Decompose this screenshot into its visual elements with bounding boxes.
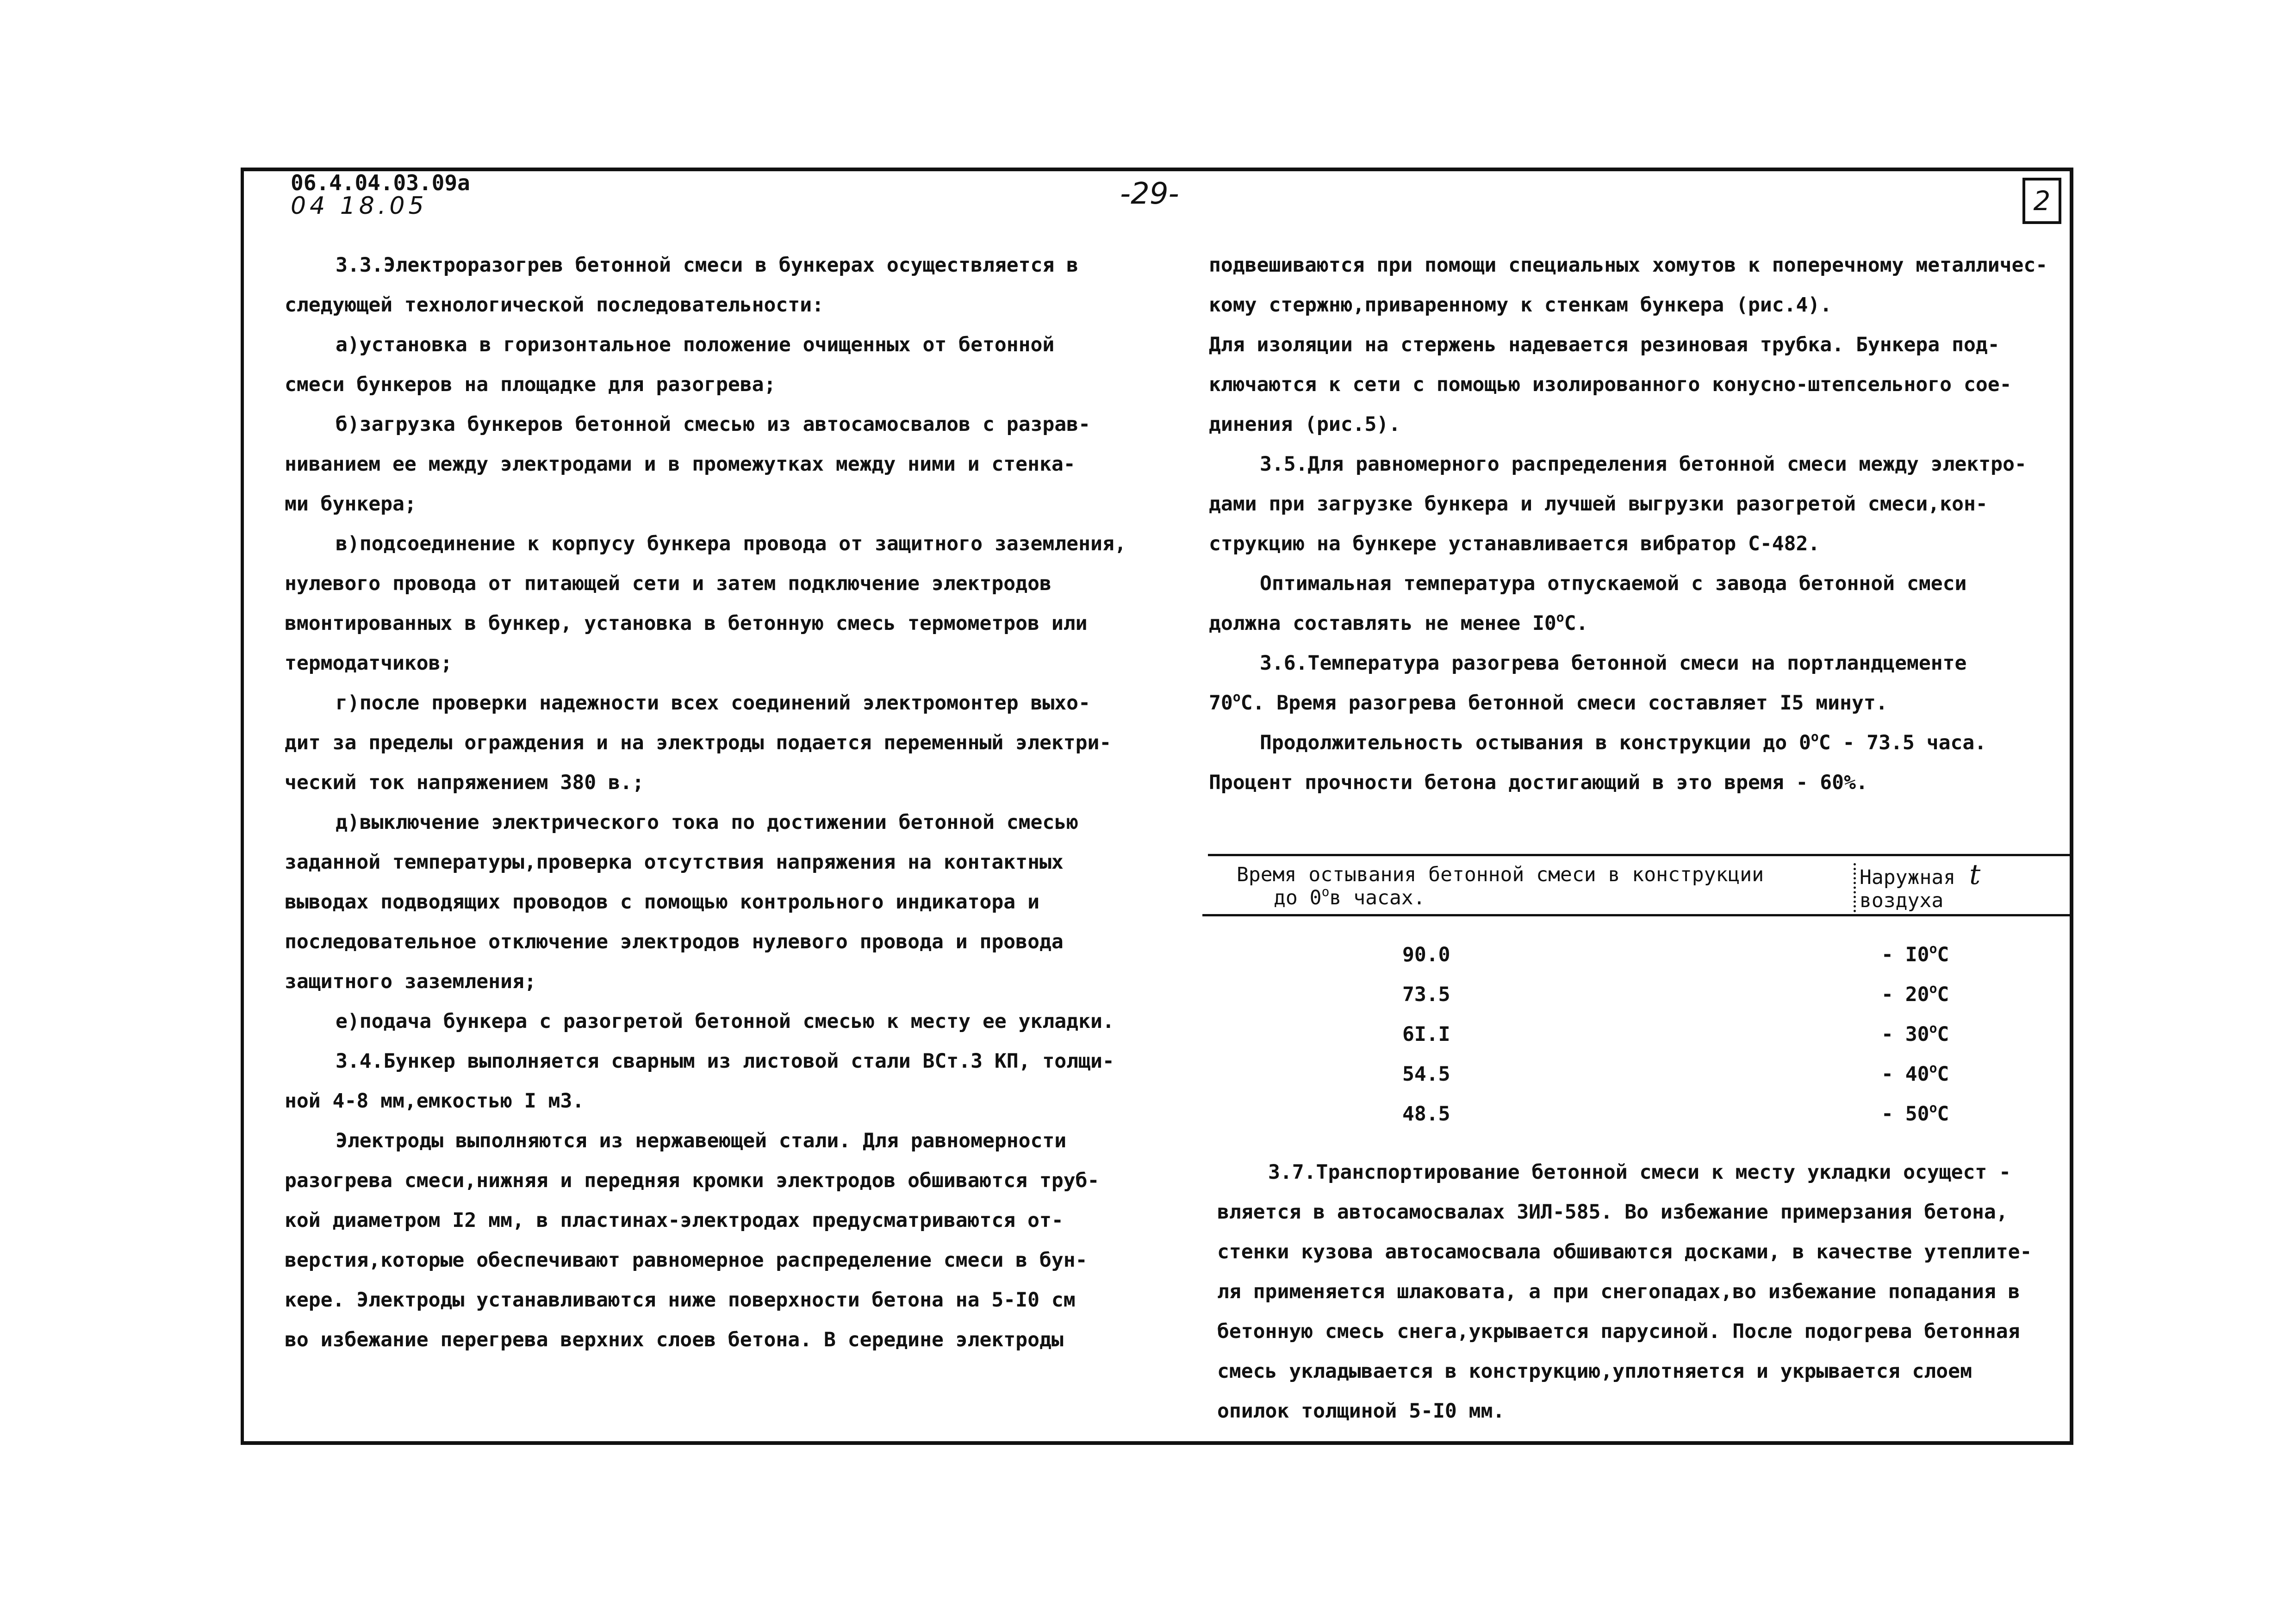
left-text-column (285, 245, 1173, 1360)
paragraph-line: ческий ток напряжением 380 в.; (285, 771, 644, 794)
paragraph-line: стенки кузова автосамосвала обшиваются досками, в качестве утеплите- (1217, 1240, 2032, 1263)
cell-temperature (1881, 975, 1949, 1014)
table-header-rule (1202, 914, 2072, 916)
paragraph-line: кому стержню,приваренному к стенкам бункера (рис.4). (1209, 293, 1832, 317)
table-top-rule (1208, 854, 2073, 856)
paragraph-line: во избежание перегрева верхних слоев бетона. В середине электроды (285, 1328, 1064, 1351)
paragraph-line: следующей технологической последовательности: (285, 293, 824, 317)
page-number: -29- (1120, 177, 1179, 211)
table-header-outdoor-temp (1854, 859, 1981, 912)
paragraph-line: вляется в автосамосвалах ЗИЛ-585. Во избежание примерзания бетона, (1217, 1201, 2008, 1224)
cell-temperature (1881, 1054, 1949, 1094)
text-fragment: Наружная (1860, 866, 1956, 889)
cell-hours: 90.0 (1402, 943, 1450, 966)
text-fragment: С. Время разогрева бетонной смеси составляет I5 минут. (1240, 691, 1888, 715)
text-fragment: - 20 (1881, 983, 1929, 1006)
paragraph-line: Для изоляции на стержень надевается резиновая трубка. Бункера под- (1209, 333, 2000, 356)
text-fragment: С (1937, 983, 1949, 1006)
paragraph-line: д)выключение электрического тока по достижении бетонной смесью (336, 811, 1079, 834)
table-row (1208, 935, 2073, 975)
text-fragment: Продолжительность остывания в конструкции до 0 (1260, 731, 1811, 754)
text-fragment: С (1937, 1023, 1949, 1046)
paragraph-line (1209, 604, 2070, 643)
paragraph-line: выводах подводящих проводов с помощью контрольного индикатора и (285, 890, 1039, 914)
paragraph-line: 3.7.Транспортирование бетонной смеси к месту укладки осущест - (1268, 1161, 2011, 1184)
table-row (1208, 1094, 2073, 1134)
degree-sign: о (1811, 729, 1819, 744)
degree-sign: о (1321, 884, 1330, 899)
paragraph-line: а)установка в горизонтальное положение очищенных от бетонной (336, 333, 1055, 356)
sheet-number-box: 2 (2022, 178, 2061, 224)
text-fragment: 70 (1209, 691, 1233, 715)
cell-temperature (1881, 1094, 1949, 1134)
paragraph-line: ключаются к сети с помощью изолированного конусно-штепсельного сое- (1209, 373, 2012, 396)
paragraph-line: струкцию на бункере устанавливается вибратор С-482. (1209, 532, 1820, 555)
table-row (1208, 1054, 2073, 1094)
degree-sign: о (1929, 941, 1937, 956)
text-fragment: С (1937, 1063, 1949, 1086)
paragraph-line: б)загрузка бункеров бетонной смесью из автосамосвалов с разрав- (336, 413, 1090, 436)
document-code (291, 171, 470, 218)
cell-hours: 48.5 (1402, 1102, 1450, 1126)
paragraph-line: в)подсоединение к корпусу бункера провода от защитного заземления, (336, 532, 1126, 555)
cell-hours: 54.5 (1402, 1063, 1450, 1086)
paragraph-line: динения (рис.5). (1209, 413, 1401, 436)
paragraph-line: смеси бункеров на площадке для разогрева; (285, 373, 776, 396)
header-line (1860, 859, 1981, 891)
paragraph-line: Оптимальная температура отпускаемой с завода бетонной смеси (1260, 572, 1967, 595)
paragraph-line: Электроды выполняются из нержавеющей стали. Для равномерности (336, 1129, 1067, 1152)
document-code-handwritten: 04 18.05 (291, 192, 428, 220)
text-fragment: С - 73.5 часа. (1818, 731, 1987, 754)
table-row (1208, 975, 2073, 1014)
paragraph-line: термодатчиков; (285, 652, 453, 675)
degree-sign: о (1929, 1020, 1937, 1036)
text-fragment: С. (1564, 612, 1588, 635)
paragraph-line: вмонтированных в бункер, установка в бетонную смесь термометров или (285, 612, 1088, 635)
table-row (1208, 1014, 2073, 1054)
right-text-column (1209, 245, 2070, 803)
cell-hours: 6I.I (1402, 1023, 1450, 1046)
text-fragment: до 0 (1274, 886, 1322, 909)
cell-hours: 73.5 (1402, 983, 1450, 1006)
paragraph-line: ми бункера; (285, 492, 417, 516)
text-fragment: - I0 (1881, 943, 1929, 966)
temperature-symbol: t (1969, 859, 1981, 891)
header-line: Время остывания бетонной смеси в конструкции (1237, 863, 1764, 886)
degree-sign: о (1556, 610, 1564, 625)
table-header-cooling-time (1237, 863, 1764, 909)
paragraph-line: Процент прочности бетона достигающий в это время - 60%. (1209, 771, 1868, 794)
paragraph-line: 3.4.Бункер выполняется сварным из листовой стали ВСт.3 КП, толщи- (336, 1050, 1114, 1073)
degree-sign: о (1929, 981, 1937, 996)
paragraph-line: 3.6.Температура разогрева бетонной смеси на портландцементе (1260, 652, 1967, 675)
header-line: воздуха (1860, 889, 1944, 912)
paragraph-line: 3.5.Для равномерного распределения бетонной смеси между электро- (1260, 453, 2027, 476)
text-fragment: С (1937, 943, 1949, 966)
paragraph-line: последовательное отключение электродов нулевого провода и провода (285, 930, 1064, 953)
degree-sign: о (1929, 1060, 1937, 1076)
paragraph-line: заданной температуры,проверка отсутствия напряжения на контактных (285, 851, 1064, 874)
paragraph-line: ля применяется шлаковата, а при снегопадах,во избежание попадания в (1217, 1280, 2020, 1303)
paragraph-line: кой диаметром I2 мм, в пластинах-электродах предусматриваются от- (285, 1209, 1064, 1232)
paragraph-line: г)после проверки надежности всех соединений электромонтер выхо- (336, 691, 1090, 715)
paragraph-line: смесь укладывается в конструкцию,уплотняется и укрывается слоем (1217, 1360, 1972, 1383)
right-text-column-bottom (1217, 1152, 2069, 1431)
paragraph-line: подвешиваются при помощи специальных хомутов к поперечному металличес- (1209, 254, 2048, 277)
paragraph-line: нулевого провода от питающей сети и затем подключение электродов (285, 572, 1052, 595)
paragraph-line: е)подача бункера с разогретой бетонной смесью к месту ее укладки. (336, 1010, 1114, 1033)
text-fragment: - 40 (1881, 1063, 1929, 1086)
header-line (1237, 886, 1764, 909)
paragraph-line (1209, 723, 2070, 763)
degree-sign: о (1232, 689, 1241, 704)
paragraph-line: бетонную смесь снега,укрывается парусиной. После подогрева бетонная (1217, 1320, 2020, 1343)
paragraph-line: дит за пределы ограждения и на электроды подается переменный электри- (285, 731, 1112, 754)
paragraph-line: верстия,которые обеспечивают равномерное распределение смеси в бун- (285, 1249, 1088, 1272)
paragraph-line: 3.3.Электроразогрев бетонной смеси в бункерах осуществляется в (336, 254, 1079, 277)
text-fragment: должна составлять не менее I0 (1209, 612, 1556, 635)
document-code-typed: 06.4.04.03.09a (291, 170, 470, 195)
paragraph-line: дами при загрузке бункера и лучшей выгрузки разогретой смеси,кон- (1209, 492, 1988, 516)
text-fragment: С (1937, 1102, 1949, 1126)
paragraph-line: кере. Электроды устанавливаются ниже поверхности бетона на 5-I0 см (285, 1288, 1076, 1312)
text-fragment: - 50 (1881, 1102, 1929, 1126)
paragraph-line: опилок толщиной 5-I0 мм. (1217, 1400, 1505, 1423)
paragraph-line (1209, 683, 2070, 723)
cell-temperature (1881, 935, 1949, 975)
degree-sign: о (1929, 1100, 1937, 1115)
paragraph-line: ниванием ее между электродами и в промежутках между ними и стенка- (285, 453, 1076, 476)
paragraph-line: ной 4-8 мм,емкостью I м3. (285, 1089, 585, 1113)
paragraph-line: защитного заземления; (285, 970, 536, 993)
text-fragment: в часах. (1329, 886, 1425, 909)
paragraph-line: разогрева смеси,нижняя и передняя кромки электродов обшиваются труб- (285, 1169, 1100, 1192)
text-fragment: - 30 (1881, 1023, 1929, 1046)
cell-temperature (1881, 1014, 1949, 1054)
